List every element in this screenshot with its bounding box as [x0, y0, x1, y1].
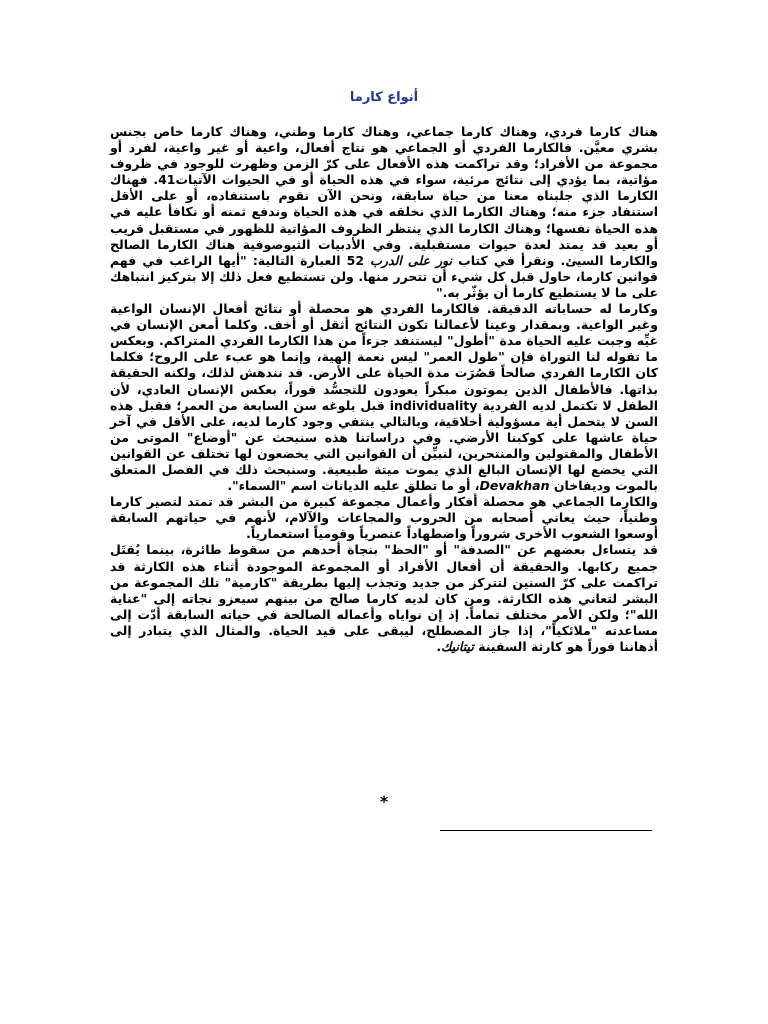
titanic-term: تيتانيك — [441, 639, 474, 654]
paragraph-1 — [110, 124, 658, 301]
paragraph-4 — [110, 542, 658, 655]
paragraph-3-text: والكارما الجماعي هو محصلة أفكار وأعمال مجموعة كبيرة من البشر قد تمتد لتصير كارما وطنياً، حيث يعاني أصحابه من الحروب والمجاعات والآلام، لأنهم في حياتهم السابقة أوسعوا الشعوب الأخرى شروراً واضطهاداً عنصرياً وقومياً استعمارياً. — [110, 494, 658, 542]
paragraph-3 — [110, 494, 658, 542]
section-separator: * — [379, 792, 389, 811]
paragraph-4-text-a: قد يتساءل بعضهم عن "الصدفة" أو "الحظ" بنجاة أحدهم من سقوط طائرة، بينما يُقتَل جميع ركابها. والحقيقة أن أفعال الأفراد أو المجموعة الموجودة أثناء هذه الكارثة قد تراكمت على كرّ السنين لتتركز من جديد وتجذب إليها بطريقة "كارمية" تلك المجموعة من البشر لتعاني هذه الكارثة. ومن كان لديه كارما صالح من بينهم سيعزو نجاته إلى "عناية الله"؛ ولكن الأمر مختلف تماماً. إذ إن نواياه وأعماله الصالحة في حياته السابقة أدّت إلى مساعدته "ملائكياً"، إذا جاز المصطلح، ليبقى على قيد الحياة. والمثال الذي يتبادر إلى أذهاننا فوراً هو كارثة السفينة — [110, 542, 658, 654]
paragraph-4-text-b: . — [436, 639, 442, 654]
paragraph-1-text-a: هناك كارما فردي، وهناك كارما جماعي، وهناك كارما وطني، وهناك كارما خاص بجنس بشري معيَّن. فالكارما الفردي أو الجماعي هو نتاج أفعال، واعية أو غير واعية، لفرد أو مجموعة من الأفراد؛ وقد تراكمت هذه الأفعال على كرّ الزمن وظهرت للوجود في ظروف مؤاتية، بما يؤدي إلى نتائج مرئية، سواء في هذه الحياة أو في الحيوات الآتيات41. فهناك الكارما الذي جلبناه معنا من حياة سابقة، ونحن الآن نقوم باستنفاده، أو على الأقل استنفاد جزء منه؛ وهناك الكارما الذي نخلقه في هذه الحياة وندفع ثمنه أو نكافأ عليه في هذه الحياة نفسها؛ وهناك الكارما الذي ينتظر الظروف المؤاتية للظهور في مستقبل قريب أو بعيد قد يمتد لعدة حيوات مستقبلية. وفي الأدبيات الثيوصوفية هناك الكارما الصالح والكارما السيئ. ونقرأ في كتاب — [110, 124, 658, 268]
paragraph-2 — [110, 301, 658, 494]
paragraph-2-text-b: ، أو ما تطلق عليه الديانات اسم "السماء". — [227, 478, 480, 494]
paragraph-1-text-b: 52 العبارة التالية: "أيها الراغب في فهم قوانين كارما، حاول قبل كل شيء أن تتحرر منها. ولن تستطيع فعل ذلك إلا بتركيز انتباهك على ما لا يستطيع كارما أن يؤثّر به." — [110, 252, 658, 300]
footnote-divider — [440, 830, 652, 831]
book-title: نور على الدرب — [370, 252, 453, 268]
page-title: أنواع كارما — [349, 90, 419, 105]
devakhan-term: Devakhan — [479, 478, 550, 494]
paragraph-2-text-a: وكارما له حساباته الدقيقة. فالكارما الفردي هو محصلة أو نتائج أفعال الإنسان الواعية وغير الواعية. وبمقدار وعينا لأعمالنا تكون النتائج أثقل أو أخف. وكلما أمعن الإنسان في غيِّه وجبت عليه الحياة مدة "أطول" ليستنفد جزءاً من هذا الكارما الفردي المتراكم. وبعكس ما تقوله لنا التوراة فإن "طول العمر" ليس نعمة إلهية، وإنما هو عبء على الروح؛ فكلما كان الكارما الفردي صالحاً قصُرَت مدة الحياة على الأرض. قد نندهش لذلك، ولكنه الحقيقة بذاتها. فالأطفال الذين يموتون مبكراً يعودون للتجسُّد فوراً، بعكس الإنسان العادي، لأن الطفل لا تكتمل لديه الفردية individuality قبل بلوغه سن السابعة من العمر؛ فقبل هذه السن لا يتحمل أية مسؤولية أخلاقية، وبالتالي ينتفي وجود كارما لديه، على الأقل في آخر حياة عاشها على كوكبنا الأرضي. وفي دراساتنا هذه سنبحث عن "أوضاع" الموتى من الأطفال والمقتولين والمنتحرين، لنبيِّن أن القوانين التي يخضعون لها تختلف عن القوانين التي يخضع لها الإنسان البالغ الذي يموت ميتة طبيعية. وسنبحث ذلك في الفصل المتعلق بالموت وديفاخان — [110, 301, 658, 494]
document-body — [110, 124, 658, 655]
